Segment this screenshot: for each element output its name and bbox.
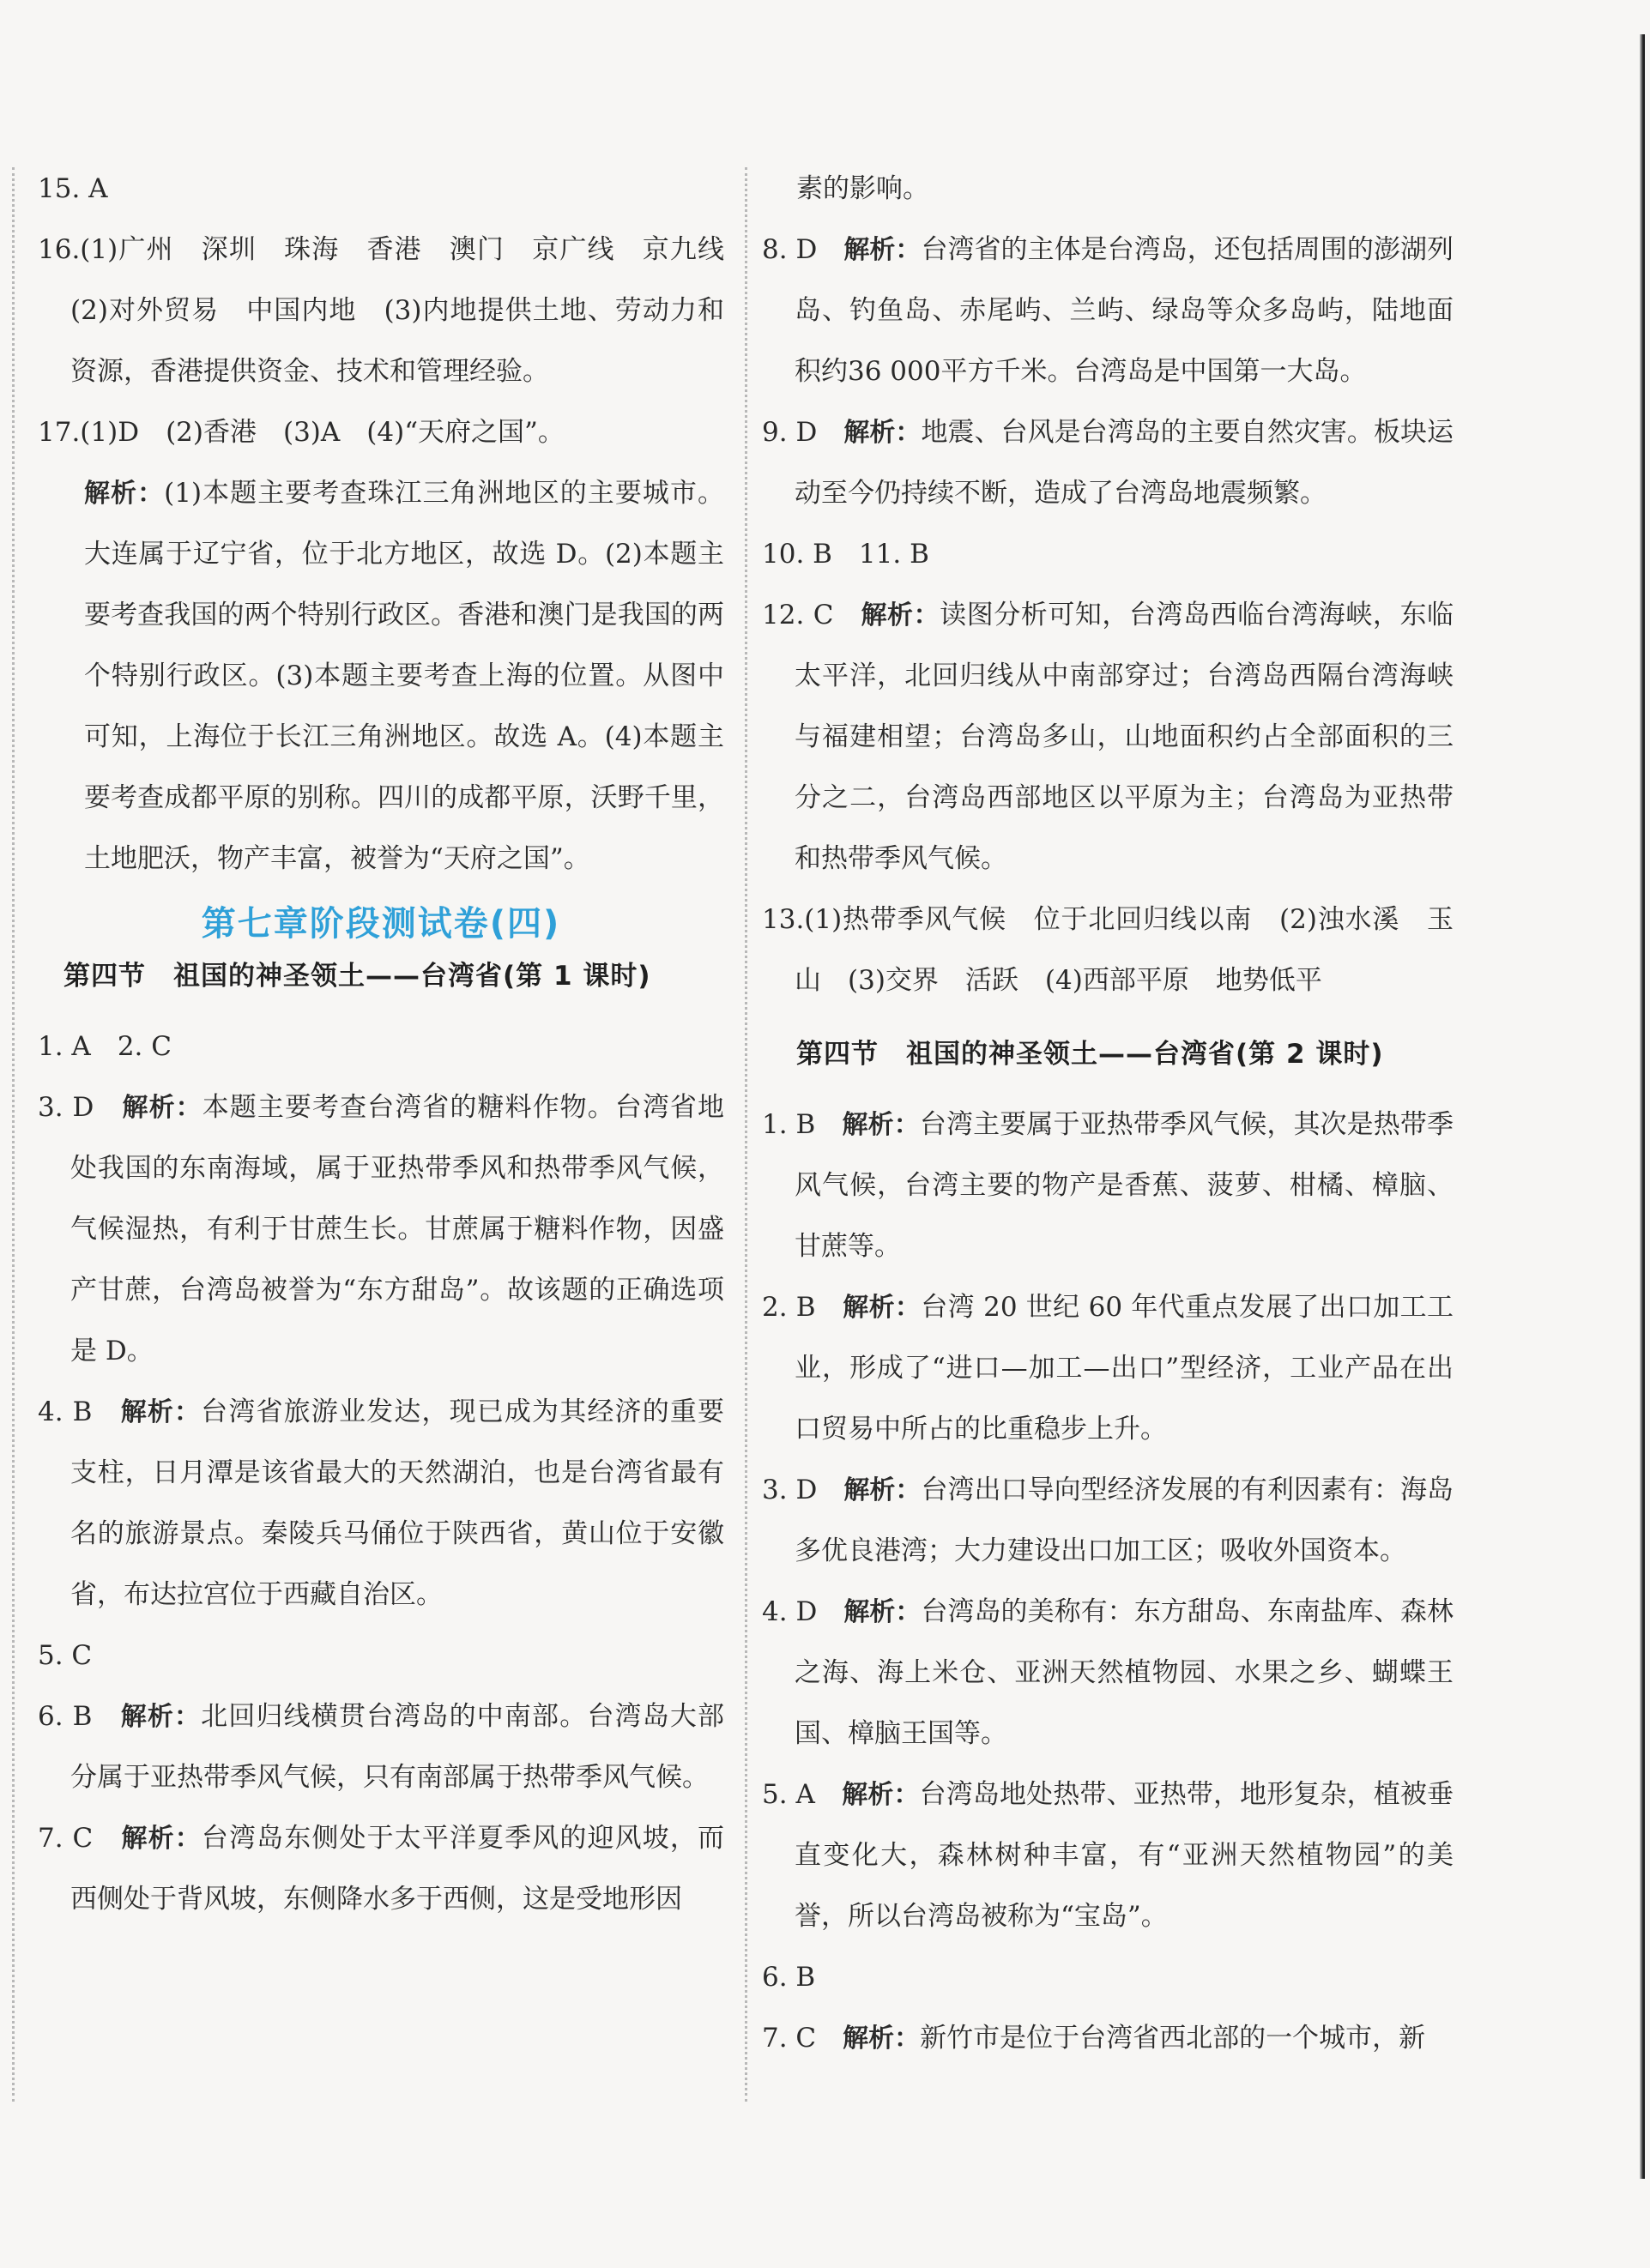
answer-7-continued: 素的影响。: [796, 173, 929, 204]
explanation-label: 解析：: [84, 479, 165, 509]
explanation-text: (1)本题主要考查珠江三角洲地区的主要城市。大连属于辽宁省，位于北方地区，故选 D。(2)本题主要考查我国的两个特别行政区。香港和澳门是我国的两个特别行政区。(3)本题主要考查上海的位置。从图中可知，上海位于长江三角洲地区。故选 A。(4)本题主要考查成都平原的别称。四川的成都平原，沃野千里，土地肥沃，物产丰富，被誉为“天府之国”。: [84, 478, 724, 874]
answer-10-11: 10. B 11. B: [762, 539, 929, 570]
answer-4: 4. B 解析：台湾省旅游业发达，现已成为其经济的重要支柱，日月潭是该省最大的天然湖泊，也是台湾省最有名的旅游景点。秦陵兵马俑位于陕西省，黄山位于安徽省，布达拉宫位于西藏自治区。: [38, 1396, 725, 1610]
answer-17: 17.(1)D (2)香港 (3)A (4)“天府之国”。: [38, 417, 565, 448]
section-title-lesson-2: 第四节 祖国的神圣领土——台湾省(第 2 课时): [796, 1039, 1384, 1070]
answer-r4: 4. D 解析：台湾岛的美称有：东方甜岛、东南盐库、森林之海、海上米仓、亚洲天然植物园、水果之乡、蝴蝶王国、樟脑王国等。: [762, 1596, 1454, 1749]
answer-12: 12. C 解析：读图分析可知，台湾岛西临台湾海峡，东临太平洋，北回归线从中南部穿过；台湾岛西隔台湾海峡与福建相望；台湾岛多山，山地面积约占全部面积的三分之二，台湾岛西部地区以平原为主；台湾岛为亚热带和热带季风气候。: [762, 600, 1454, 874]
answer-8: 8. D 解析：台湾省的主体是台湾岛，还包括周围的澎湖列岛、钓鱼岛、赤尾屿、兰屿、绿岛等众多岛屿，陆地面积约36 000平方千米。台湾岛是中国第一大岛。: [762, 234, 1454, 387]
answer-1-2: 1. A 2. C: [38, 1031, 172, 1062]
answer-5: 5. C: [38, 1640, 93, 1671]
answer-3: 3. D 解析：本题主要考查台湾省的糖料作物。台湾省地处我国的东南海域，属于亚热带季风和热带季风气候，气候湿热，有利于甘蔗生长。甘蔗属于糖料作物，因盛产甘蔗，台湾岛被誉为“东方甜岛”。故该题的正确选项是 D。: [38, 1092, 724, 1366]
left-margin-rule: [12, 167, 15, 2102]
answer-13: 13.(1)热带季风气候 位于北回归线以南 (2)浊水溪 玉山 (3)交界 活跃 (4)西部平原 地势低平: [762, 904, 1454, 996]
answer-17-explanation: [38, 463, 724, 890]
chapter-title: 第七章阶段测试卷(四): [201, 904, 561, 944]
answer-6: 6. B 解析：北回归线横贯台湾岛的中南部。台湾岛大部分属于亚热带季风气候，只有南部属于热带季风气候。: [38, 1701, 725, 1793]
answer-16: 16.(1)广州 深圳 珠海 香港 澳门 京广线 京九线 (2)对外贸易 中国内地 (3)内地提供土地、劳动力和资源，香港提供资金、技术和管理经验。: [38, 234, 751, 387]
left-column: [38, 159, 751, 1930]
answer-r2: 2. B 解析：台湾 20 世纪 60 年代重点发展了出口加工工业，形成了“进口—加工—出口”型经济，工业产品在出口贸易中所占的比重稳步上升。: [762, 1292, 1454, 1445]
answer-7: 7. C 解析：台湾岛东侧处于太平洋夏季风的迎风坡，而西侧处于背风坡，东侧降水多于西侧，这是受地形因: [38, 1823, 725, 1915]
answer-9: 9. D 解析：地震、台风是台湾岛的主要自然灾害。板块运动至今仍持续不断，造成了台湾岛地震频繁。: [762, 417, 1454, 509]
answer-15: 15. A: [38, 173, 108, 204]
answer-r5: 5. A 解析：台湾岛地处热带、亚热带，地形复杂，植被垂直变化大，森林树种丰富，有“亚洲天然植物园”的美誉，所以台湾岛被称为“宝岛”。: [762, 1779, 1454, 1932]
column-divider: [745, 167, 747, 2102]
answer-r3: 3. D 解析：台湾出口导向型经济发展的有利因素有：海岛多优良港湾；大力建设出口加工区；吸收外国资本。: [762, 1475, 1454, 1566]
page-edge-shadow: [1640, 34, 1645, 2179]
answer-r1: 1. B 解析：台湾主要属于亚热带季风气候，其次是热带季风气候，台湾主要的物产是香蕉、菠萝、柑橘、樟脑、甘蔗等。: [762, 1109, 1454, 1262]
answer-r7: 7. C 解析：新竹市是位于台湾省西北部的一个城市，新: [762, 2023, 1426, 2054]
answer-r6: 6. B: [762, 1962, 816, 1993]
right-column: [762, 159, 1454, 2069]
section-title-lesson-1: 第四节 祖国的神圣领土——台湾省(第 1 课时): [63, 961, 651, 992]
